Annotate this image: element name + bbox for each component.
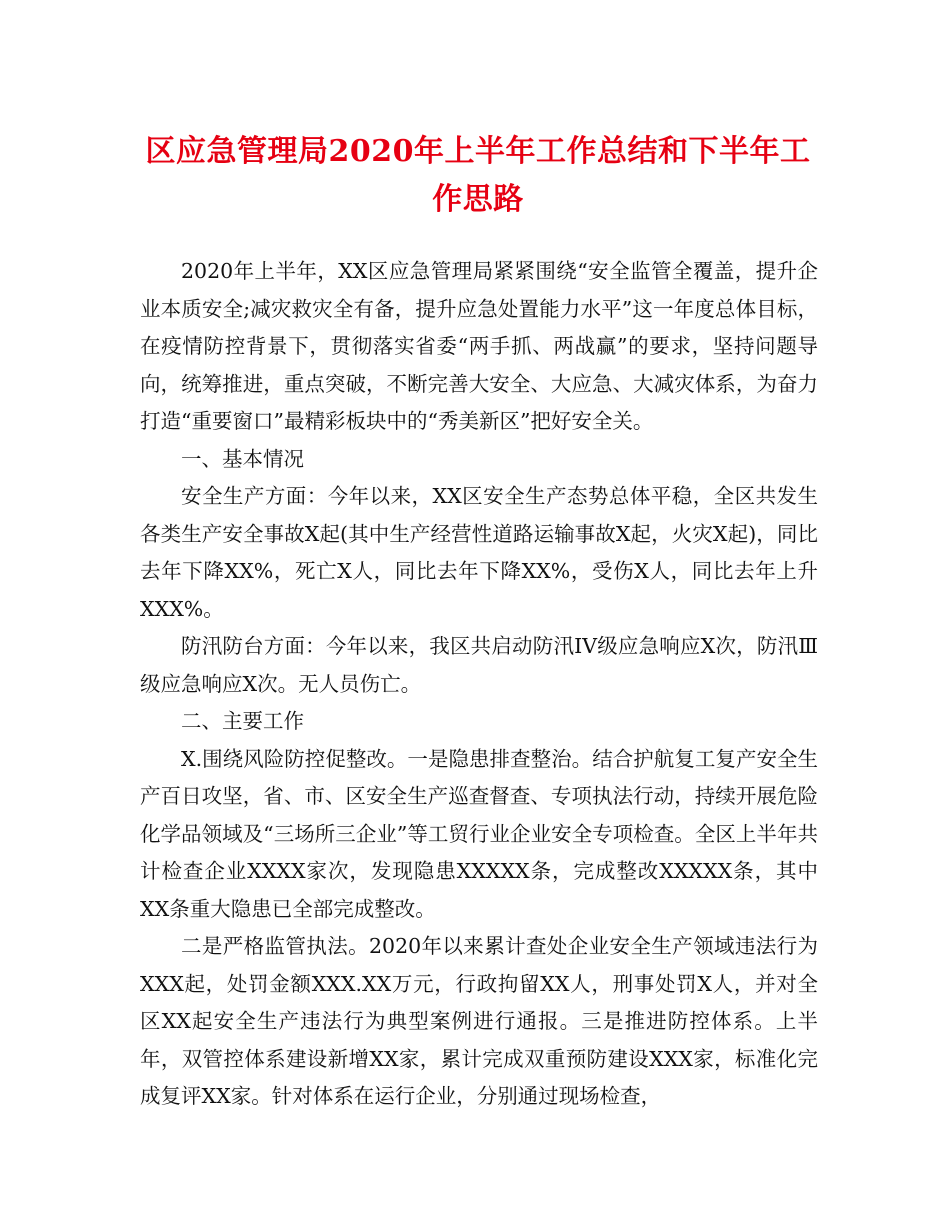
paragraph-safety-production: 安全生产方面：今年以来，XX区安全生产态势总体平稳，全区共发生各类生产安全事故X起(其中生产经营性道路运输事故X起，火灾X起)，同比去年下降XX%，死亡X人，同比去年下降XX%，受伤X人，同比去年上升XXX%。	[140, 484, 818, 621]
document-body	[140, 253, 818, 1116]
paragraph-intro: 2020年上半年，XX区应急管理局紧紧围绕“安全监管全覆盖，提升企业本质安全;减灾救灾全有备，提升应急处置能力水平”这一年度总体目标，在疫情防控背景下，贯彻落实省委“两手抓、两战赢”的要求，坚持问题导向，统筹推进，重点突破，不断完善大安全、大应急、大减灾体系，为奋力打造“重要窗口”最精彩板块中的“秀美新区”把好安全关。	[140, 259, 818, 433]
document-title: 区应急管理局2020年上半年工作总结和下半年工作思路	[145, 134, 811, 217]
paragraph-risk-control: X.围绕风险防控促整改。一是隐患排查整治。结合护航复工复产安全生产百日攻坚，省、市、区安全生产巡查督查、专项执法行动，持续开展危险化学品领域及“三场所三企业”等工贸行业企业安全专项检查。全区上半年共计检查企业XXXX家次，发现隐患XXXXX条，完成整改XXXXX条，其中XX条重大隐患已全部完成整改。	[140, 746, 818, 921]
section-heading-main-work: 二、主要工作	[181, 709, 304, 733]
paragraph-flood-control: 防汛防台方面：今年以来，我区共启动防汛IV级应急响应X次，防汛Ⅲ级应急响应X次。无人员伤亡。	[140, 634, 818, 696]
section-heading-basic-situation: 一、基本情况	[181, 446, 304, 471]
paragraph-law-enforcement: 二是严格监管执法。2020年以来累计查处企业安全生产领域违法行为XXX起，处罚金额XXX.XX万元，行政拘留XX人，刑事处罚X人，并对全区XX起安全生产违法行为典型案例进行通报。三是推进防控体系。上半年，双管控体系建设新增XX家，累计完成双重预防建设XXX家，标准化完成复评XX家。针对体系在运行企业，分别通过现场检查，	[140, 934, 818, 1108]
